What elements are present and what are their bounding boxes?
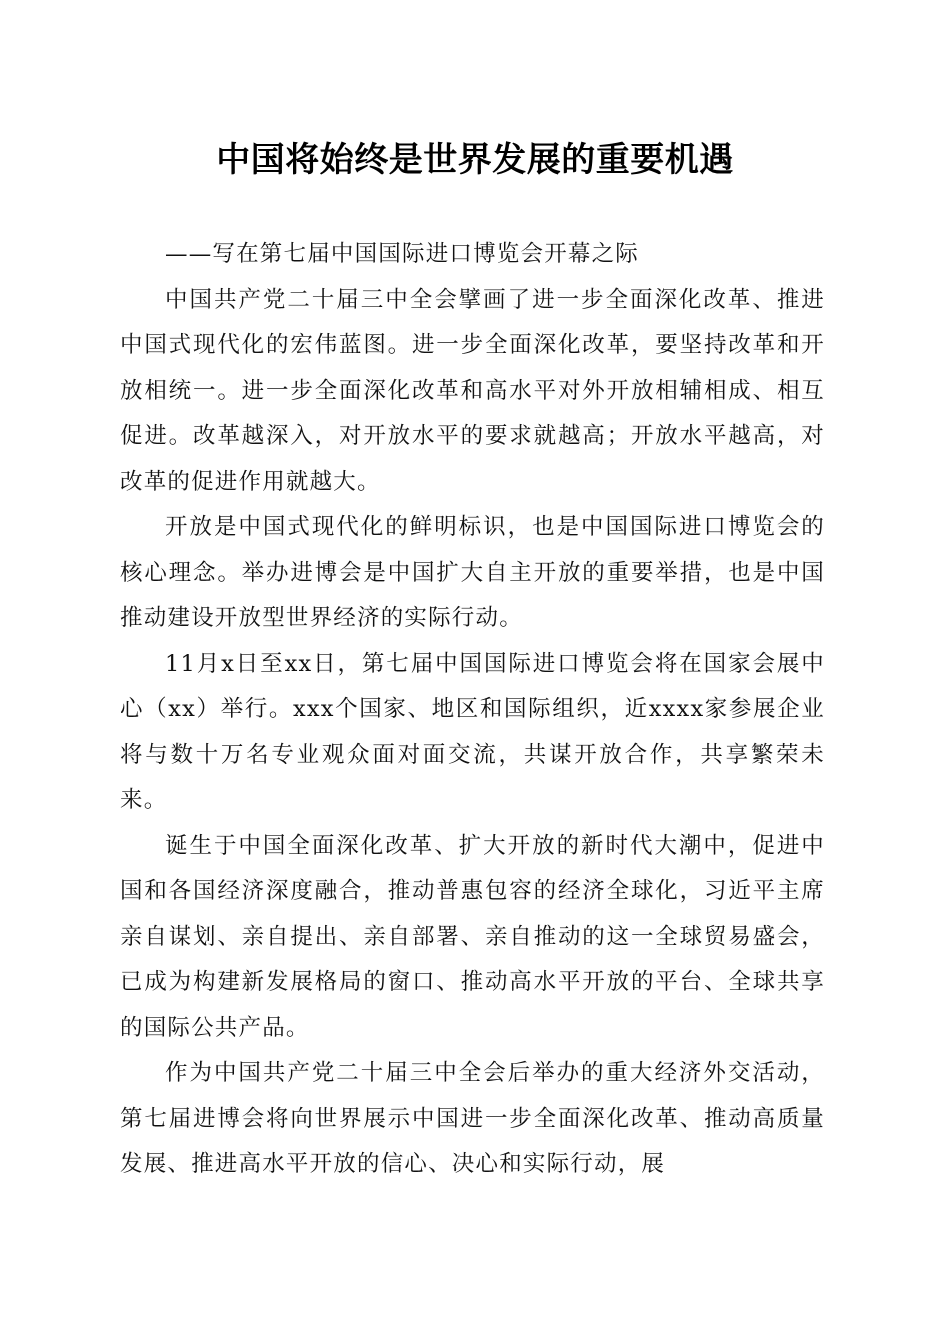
subtitle: ——写在第七届中国国际进口博览会开幕之际 [165, 241, 640, 267]
paragraph-1: 中国共产党二十届三中全会擘画了进一步全面深化改革、推进中国式现代化的宏伟蓝图。进一步全面深化改革，要坚持改革和开放相统一。进一步全面深化改革和高水平对外开放相辅相成、相互促进。改革越深入，对开放水平的要求就越高；开放水平越高，对改革的促进作用就越大。 [120, 286, 825, 495]
document-body [120, 232, 825, 1188]
document-title: 中国将始终是世界发展的重要机遇 [216, 140, 734, 180]
paragraph-2: 开放是中国式现代化的鲜明标识，也是中国国际进口博览会的核心理念。举办进博会是中国扩大自主开放的重要举措，也是中国推动建设开放型世界经济的实际行动。 [120, 514, 825, 631]
paragraph-5: 作为中国共产党二十届三中全会后举办的重大经济外交活动，第七届进博会将向世界展示中国进一步全面深化改革、推动高质量发展、推进高水平开放的信心、决心和实际行动，展 [120, 1060, 825, 1177]
paragraph-4: 诞生于中国全面深化改革、扩大开放的新时代大潮中，促进中国和各国经济深度融合，推动普惠包容的经济全球化，习近平主席亲自谋划、亲自提出、亲自部署、亲自推动的这一全球贸易盛会，已成为构建新发展格局的窗口、推动高水平开放的平台、全球共享的国际公共产品。 [120, 832, 825, 1041]
paragraph-3: 11月x日至xx日，第七届中国国际进口博览会将在国家会展中心（xx）举行。xxx个国家、地区和国际组织，近xxxx家参展企业将与数十万名专业观众面对面交流，共谋开放合作，共享繁荣未来。 [120, 650, 825, 813]
